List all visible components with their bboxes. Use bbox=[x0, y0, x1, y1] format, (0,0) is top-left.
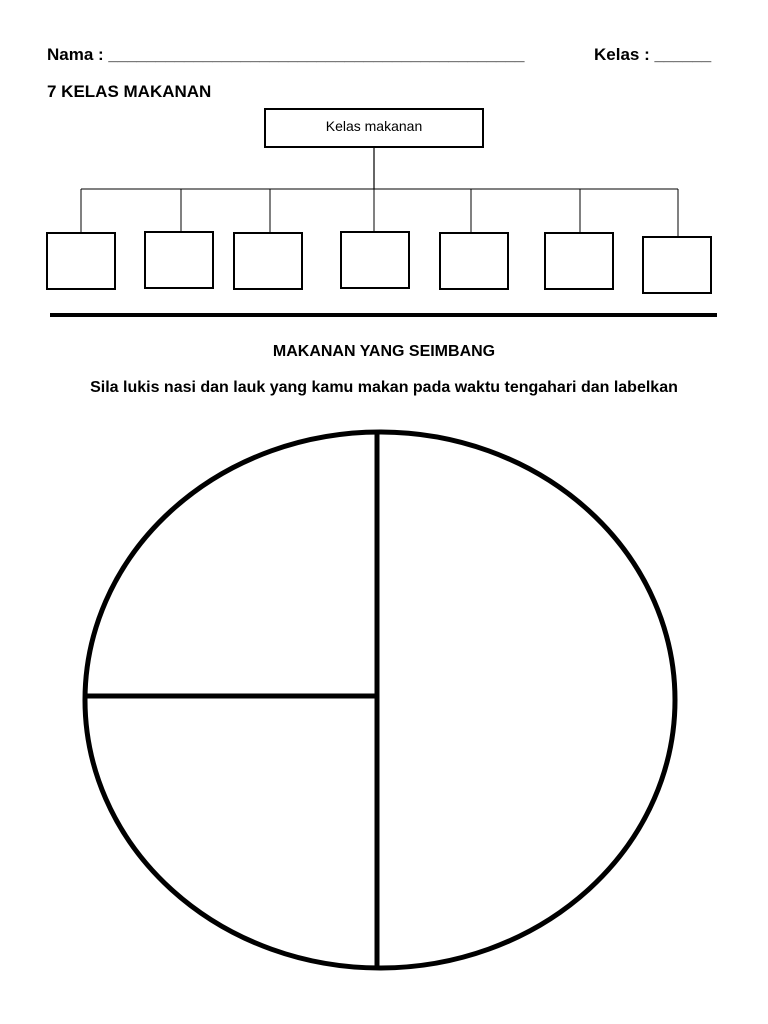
food-classes-tree-diagram bbox=[0, 100, 768, 300]
balanced-meal-heading: MAKANAN YANG SEIMBANG bbox=[272, 343, 496, 360]
tree-child-box-5[interactable] bbox=[440, 233, 508, 289]
tree-child-box-4[interactable] bbox=[341, 232, 409, 288]
drawing-instruction: Sila lukis nasi dan lauk yang kamu makan pada waktu tengahari dan labelkan bbox=[90, 379, 678, 396]
tree-root-label: Kelas makanan bbox=[325, 118, 423, 134]
class-field-label[interactable]: Kelas : ______ bbox=[594, 45, 712, 64]
tree-child-box-3[interactable] bbox=[234, 233, 302, 289]
tree-child-boxes bbox=[47, 232, 711, 293]
plate-segment-half[interactable] bbox=[380, 440, 660, 960]
plate-segment-quarter-top[interactable] bbox=[90, 440, 375, 694]
balanced-plate-diagram bbox=[0, 420, 768, 980]
tree-child-box-7[interactable] bbox=[643, 237, 711, 293]
food-classes-heading: 7 KELAS MAKANAN bbox=[47, 82, 212, 101]
tree-child-box-1[interactable] bbox=[47, 233, 115, 289]
tree-child-box-6[interactable] bbox=[545, 233, 613, 289]
tree-branches bbox=[81, 189, 678, 237]
section-divider bbox=[50, 313, 717, 317]
name-field-label[interactable]: Nama : ____________________________________________ bbox=[47, 45, 525, 64]
plate-segment-quarter-bottom[interactable] bbox=[90, 699, 375, 959]
tree-child-box-2[interactable] bbox=[145, 232, 213, 288]
